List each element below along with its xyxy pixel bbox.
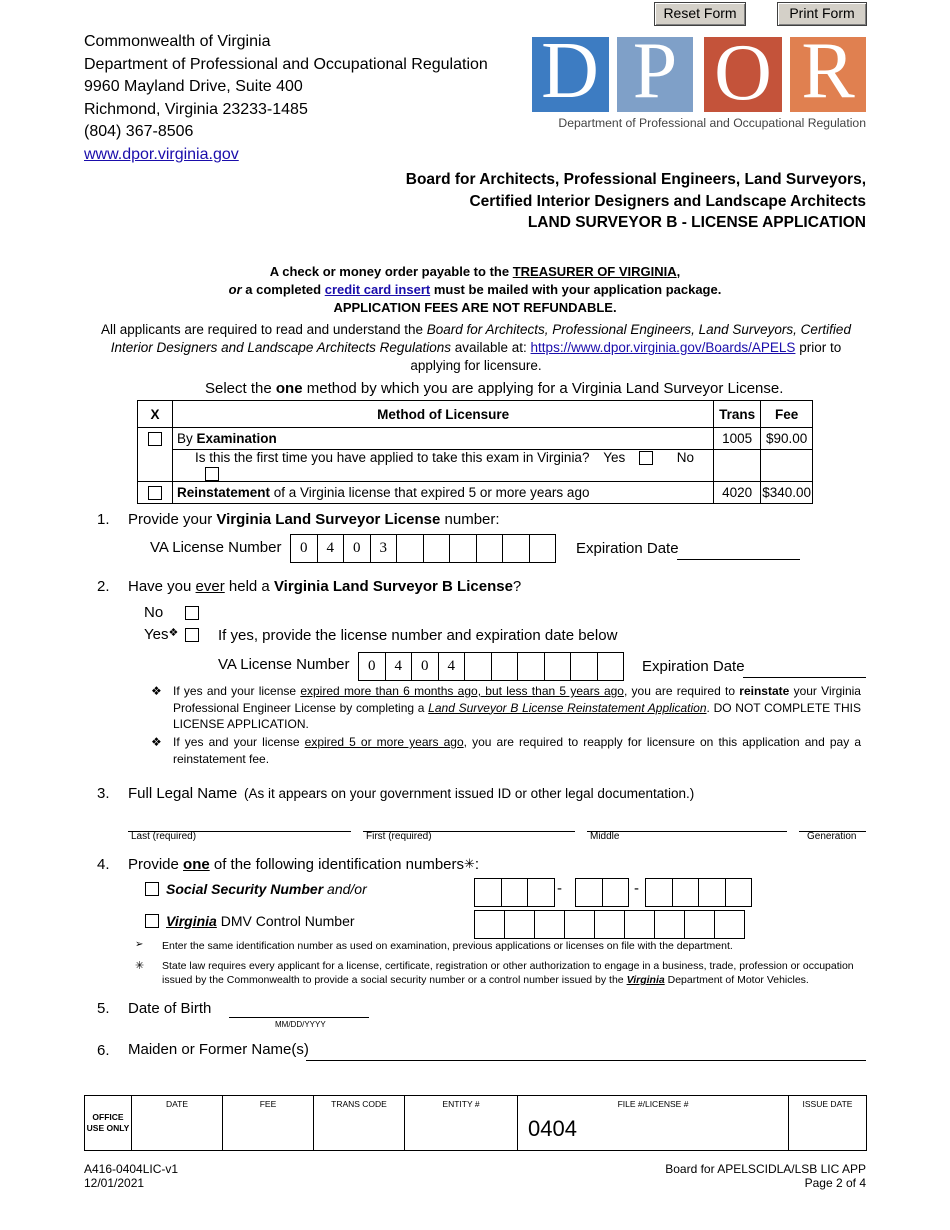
- application-title: LAND SURVEYOR B - LICENSE APPLICATION: [527, 214, 866, 231]
- generation-caption: Generation: [807, 831, 857, 842]
- dmv-box[interactable]: [564, 910, 595, 939]
- print-form-button[interactable]: Print Form: [777, 2, 867, 26]
- digit-box[interactable]: 0: [343, 534, 371, 563]
- exam-fee: $90.00: [761, 428, 813, 450]
- ssn-serial-field[interactable]: [646, 878, 752, 907]
- q2-expiration-label: Expiration Date: [642, 658, 745, 675]
- digit-box[interactable]: 0: [358, 652, 386, 681]
- dob-label: Date of Birth: [128, 1000, 212, 1017]
- ssn-box[interactable]: [645, 878, 673, 907]
- svg-text:D: D: [541, 37, 599, 115]
- agency-address: [84, 31, 488, 166]
- question-number: 1.: [97, 511, 110, 528]
- col-header: Trans: [714, 401, 761, 428]
- dpor-logo: [532, 37, 866, 133]
- payment-line-1: A check or money order payable to the TREASURER OF VIRGINIA,: [269, 264, 681, 279]
- form-date: 12/01/2021: [84, 1176, 145, 1190]
- q3-hint: (As it appears on your government issued ID or other legal documentation.): [244, 786, 695, 801]
- address-line: Richmond, Virginia 23233-1485: [84, 100, 308, 118]
- logo-caption: Department of Professional and Occupational Regulation: [558, 116, 866, 130]
- asterisk-icon: ✳: [464, 856, 475, 871]
- dmv-box[interactable]: [474, 910, 505, 939]
- board-name-line: Certified Interior Designers and Landscape Architects: [469, 192, 866, 210]
- dmv-box[interactable]: [624, 910, 655, 939]
- q2-note-1: If yes and your license expired more than 6 months ago, but less than 5 years ago, you are required to reinstate your Virginia Professional Engineer License by completing a Land Surveyor B License Reinstatement Application. DO NOT COMPLETE THIS LICENSE APPLICATION.: [173, 684, 861, 731]
- last-name-caption: Last (required): [131, 831, 197, 842]
- reinstatement-checkbox[interactable]: [148, 486, 162, 500]
- office-use-table: [84, 1095, 867, 1151]
- question-number: 4.: [97, 856, 110, 873]
- digit-box[interactable]: [517, 652, 545, 681]
- office-col: FEE: [223, 1096, 314, 1151]
- examination-checkbox[interactable]: [148, 432, 162, 446]
- ssn-box[interactable]: [575, 878, 603, 907]
- office-col: ISSUE DATE: [789, 1096, 867, 1151]
- col-header: Fee: [761, 401, 813, 428]
- question-number: 5.: [97, 1000, 110, 1017]
- dmv-box[interactable]: [534, 910, 565, 939]
- ssn-checkbox[interactable]: [145, 882, 159, 896]
- asterisk-icon: ✳: [135, 960, 145, 972]
- digit-box[interactable]: [449, 534, 477, 563]
- exam-trans: 1005: [714, 428, 761, 450]
- digit-box[interactable]: [597, 652, 625, 681]
- digit-box[interactable]: 4: [317, 534, 345, 563]
- ssn-box[interactable]: [602, 878, 630, 907]
- former-name-input[interactable]: [306, 1060, 866, 1061]
- q2-expiration-input[interactable]: [743, 677, 866, 678]
- footer-left: [84, 1162, 178, 1190]
- digit-box[interactable]: [544, 652, 572, 681]
- address-line: Department of Professional and Occupational Regulation: [84, 55, 488, 73]
- digit-box[interactable]: [502, 534, 530, 563]
- question-number: 3.: [97, 785, 110, 802]
- ssn-label: Social Security Number and/or: [166, 881, 367, 897]
- digit-box[interactable]: [491, 652, 519, 681]
- address-line: Commonwealth of Virginia: [84, 33, 271, 50]
- phone-number: (804) 367-8506: [84, 123, 194, 140]
- file-license-value: 0404: [528, 1116, 577, 1141]
- digit-box[interactable]: [476, 534, 504, 563]
- first-time-no-checkbox[interactable]: [205, 467, 219, 481]
- footer-board: Board for APELSCIDLA/LSB LIC APP: [665, 1162, 866, 1176]
- digit-box[interactable]: [396, 534, 424, 563]
- office-file-col: FILE #/LICENSE # 0404: [518, 1096, 789, 1151]
- col-header: X: [138, 401, 173, 428]
- digit-box[interactable]: 0: [290, 534, 318, 563]
- ssn-box[interactable]: [725, 878, 753, 907]
- q2-note-2: If yes and your license expired 5 or more years ago, you are required to reapply for licensure on this application and pay a reinstatement fee.: [173, 735, 861, 766]
- diamond-bullet-icon: ❖: [168, 627, 179, 639]
- dob-format: MM/DD/YYYY: [275, 1020, 326, 1029]
- q2-no-label: No: [144, 604, 164, 621]
- dmv-box[interactable]: [594, 910, 625, 939]
- middle-name-caption: Middle: [590, 831, 620, 842]
- ssn-dash: -: [634, 880, 639, 897]
- regulations-link[interactable]: https://www.dpor.virginia.gov/Boards/APELS: [530, 340, 796, 355]
- question-number: 2.: [97, 578, 110, 595]
- q2-ifyes-text: If yes, provide the license number and expiration date below: [218, 627, 618, 644]
- q2-no-checkbox[interactable]: [185, 606, 199, 620]
- ssn-group-field[interactable]: [576, 878, 629, 907]
- q1-license-label: VA License Number: [150, 539, 282, 556]
- digit-box[interactable]: [570, 652, 598, 681]
- dob-input[interactable]: [229, 1017, 369, 1018]
- dmv-box[interactable]: [684, 910, 715, 939]
- first-name-caption: First (required): [366, 831, 432, 842]
- reinstatement-method: Reinstatement of a Virginia license that expired 5 or more years ago: [173, 481, 714, 503]
- dmv-box[interactable]: [504, 910, 535, 939]
- footer-right: [665, 1162, 866, 1190]
- ssn-box[interactable]: [672, 878, 700, 907]
- dmv-number-field[interactable]: [475, 910, 745, 939]
- ssn-dash: -: [557, 880, 562, 897]
- board-name-line: Board for Architects, Professional Engineers, Land Surveyors,: [405, 171, 866, 188]
- dmv-box[interactable]: [714, 910, 745, 939]
- fees-not-refundable: APPLICATION FEES ARE NOT REFUNDABLE.: [333, 300, 617, 315]
- ssn-area-field[interactable]: [475, 878, 555, 907]
- method-instruction: Select the one method by which you are applying for a Virginia Land Surveyor License.: [205, 380, 784, 397]
- dmv-label: Virginia DMV Control Number: [166, 913, 355, 929]
- q2-license-number-field[interactable]: [359, 652, 624, 681]
- digit-box[interactable]: 4: [385, 652, 413, 681]
- dmv-box[interactable]: [654, 910, 685, 939]
- q1-license-number-field[interactable]: [291, 534, 556, 563]
- q2-yes-checkbox[interactable]: [185, 628, 199, 642]
- dmv-checkbox[interactable]: [145, 914, 159, 928]
- svg-text:P: P: [632, 37, 678, 115]
- ssn-box[interactable]: [474, 878, 502, 907]
- diamond-bullet-icon: ❖: [151, 735, 162, 749]
- q1-expiration-input[interactable]: [677, 559, 800, 560]
- reinstatement-fee: $340.00: [761, 481, 813, 503]
- first-time-yes-checkbox[interactable]: [639, 451, 653, 465]
- svg-text:O: O: [714, 37, 772, 117]
- credit-card-insert-link[interactable]: credit card insert: [324, 282, 431, 297]
- digit-box[interactable]: [529, 534, 557, 563]
- office-use-label: OFFICE USE ONLY: [85, 1096, 132, 1151]
- q2-yes-label: Yes❖: [144, 626, 179, 643]
- licensure-method-table: [137, 400, 813, 504]
- q3-label: Full Legal Name: [128, 785, 238, 802]
- ssn-box[interactable]: [698, 878, 726, 907]
- page-number: Page 2 of 4: [804, 1176, 866, 1190]
- q4-text: Provide one of the following identification numbers✳:: [128, 856, 480, 873]
- ssn-box[interactable]: [527, 878, 555, 907]
- footnote-2: State law requires every applicant for a license, certificate, registration or other authorization to engage in a business, trade, profession or occupation issued by the Commonwealth to provide a social security number or a control number issued by the Virginia Department of Motor Vehicles.: [162, 960, 854, 986]
- svg-text:R: R: [801, 37, 855, 115]
- q2-license-label: VA License Number: [218, 656, 350, 673]
- first-time-question: Is this the first time you have applied to take this exam in Virginia? Yes No: [173, 450, 714, 482]
- reset-form-button[interactable]: Reset Form: [654, 2, 746, 26]
- ssn-box[interactable]: [501, 878, 529, 907]
- exam-method: By Examination: [173, 428, 714, 450]
- q1-text: Provide your Virginia Land Surveyor License number:: [128, 511, 500, 528]
- payment-line-2: or a completed credit card insert must be mailed with your application package.: [228, 282, 722, 297]
- diamond-bullet-icon: ❖: [151, 684, 162, 698]
- address-line: 9960 Mayland Drive, Suite 400: [84, 78, 303, 95]
- office-col: DATE: [132, 1096, 223, 1151]
- reinstatement-trans: 4020: [714, 481, 761, 503]
- question-number: 6.: [97, 1042, 110, 1059]
- col-header: Method of Licensure: [173, 401, 714, 428]
- digit-box[interactable]: 3: [370, 534, 398, 563]
- former-name-label: Maiden or Former Name(s): [128, 1041, 309, 1058]
- digit-box[interactable]: 0: [411, 652, 439, 681]
- website-link[interactable]: www.dpor.virginia.gov: [84, 145, 239, 163]
- board-heading: [406, 169, 866, 234]
- form-code: A416-0404LIC-v1: [84, 1162, 179, 1176]
- digit-box[interactable]: [423, 534, 451, 563]
- digit-box[interactable]: 4: [438, 652, 466, 681]
- q1-expiration-label: Expiration Date: [576, 540, 679, 557]
- regulations-notice: All applicants are required to read and understand the Board for Architects, Professional Engineers, Land Surveyors, Certified Interior Designers and Landscape Architects Regulations available at: https://www.dpor.virginia.gov/Boards/APELS prior to applying for licensure.: [101, 322, 851, 373]
- office-col: TRANS CODE: [314, 1096, 405, 1151]
- arrow-bullet-icon: ➢: [135, 939, 144, 950]
- q2-text: Have you ever held a Virginia Land Surveyor B License?: [128, 578, 522, 595]
- office-col: ENTITY #: [405, 1096, 518, 1151]
- footnote-1: Enter the same identification number as used on examination, previous applications or licenses on file with the department.: [162, 940, 733, 952]
- digit-box[interactable]: [464, 652, 492, 681]
